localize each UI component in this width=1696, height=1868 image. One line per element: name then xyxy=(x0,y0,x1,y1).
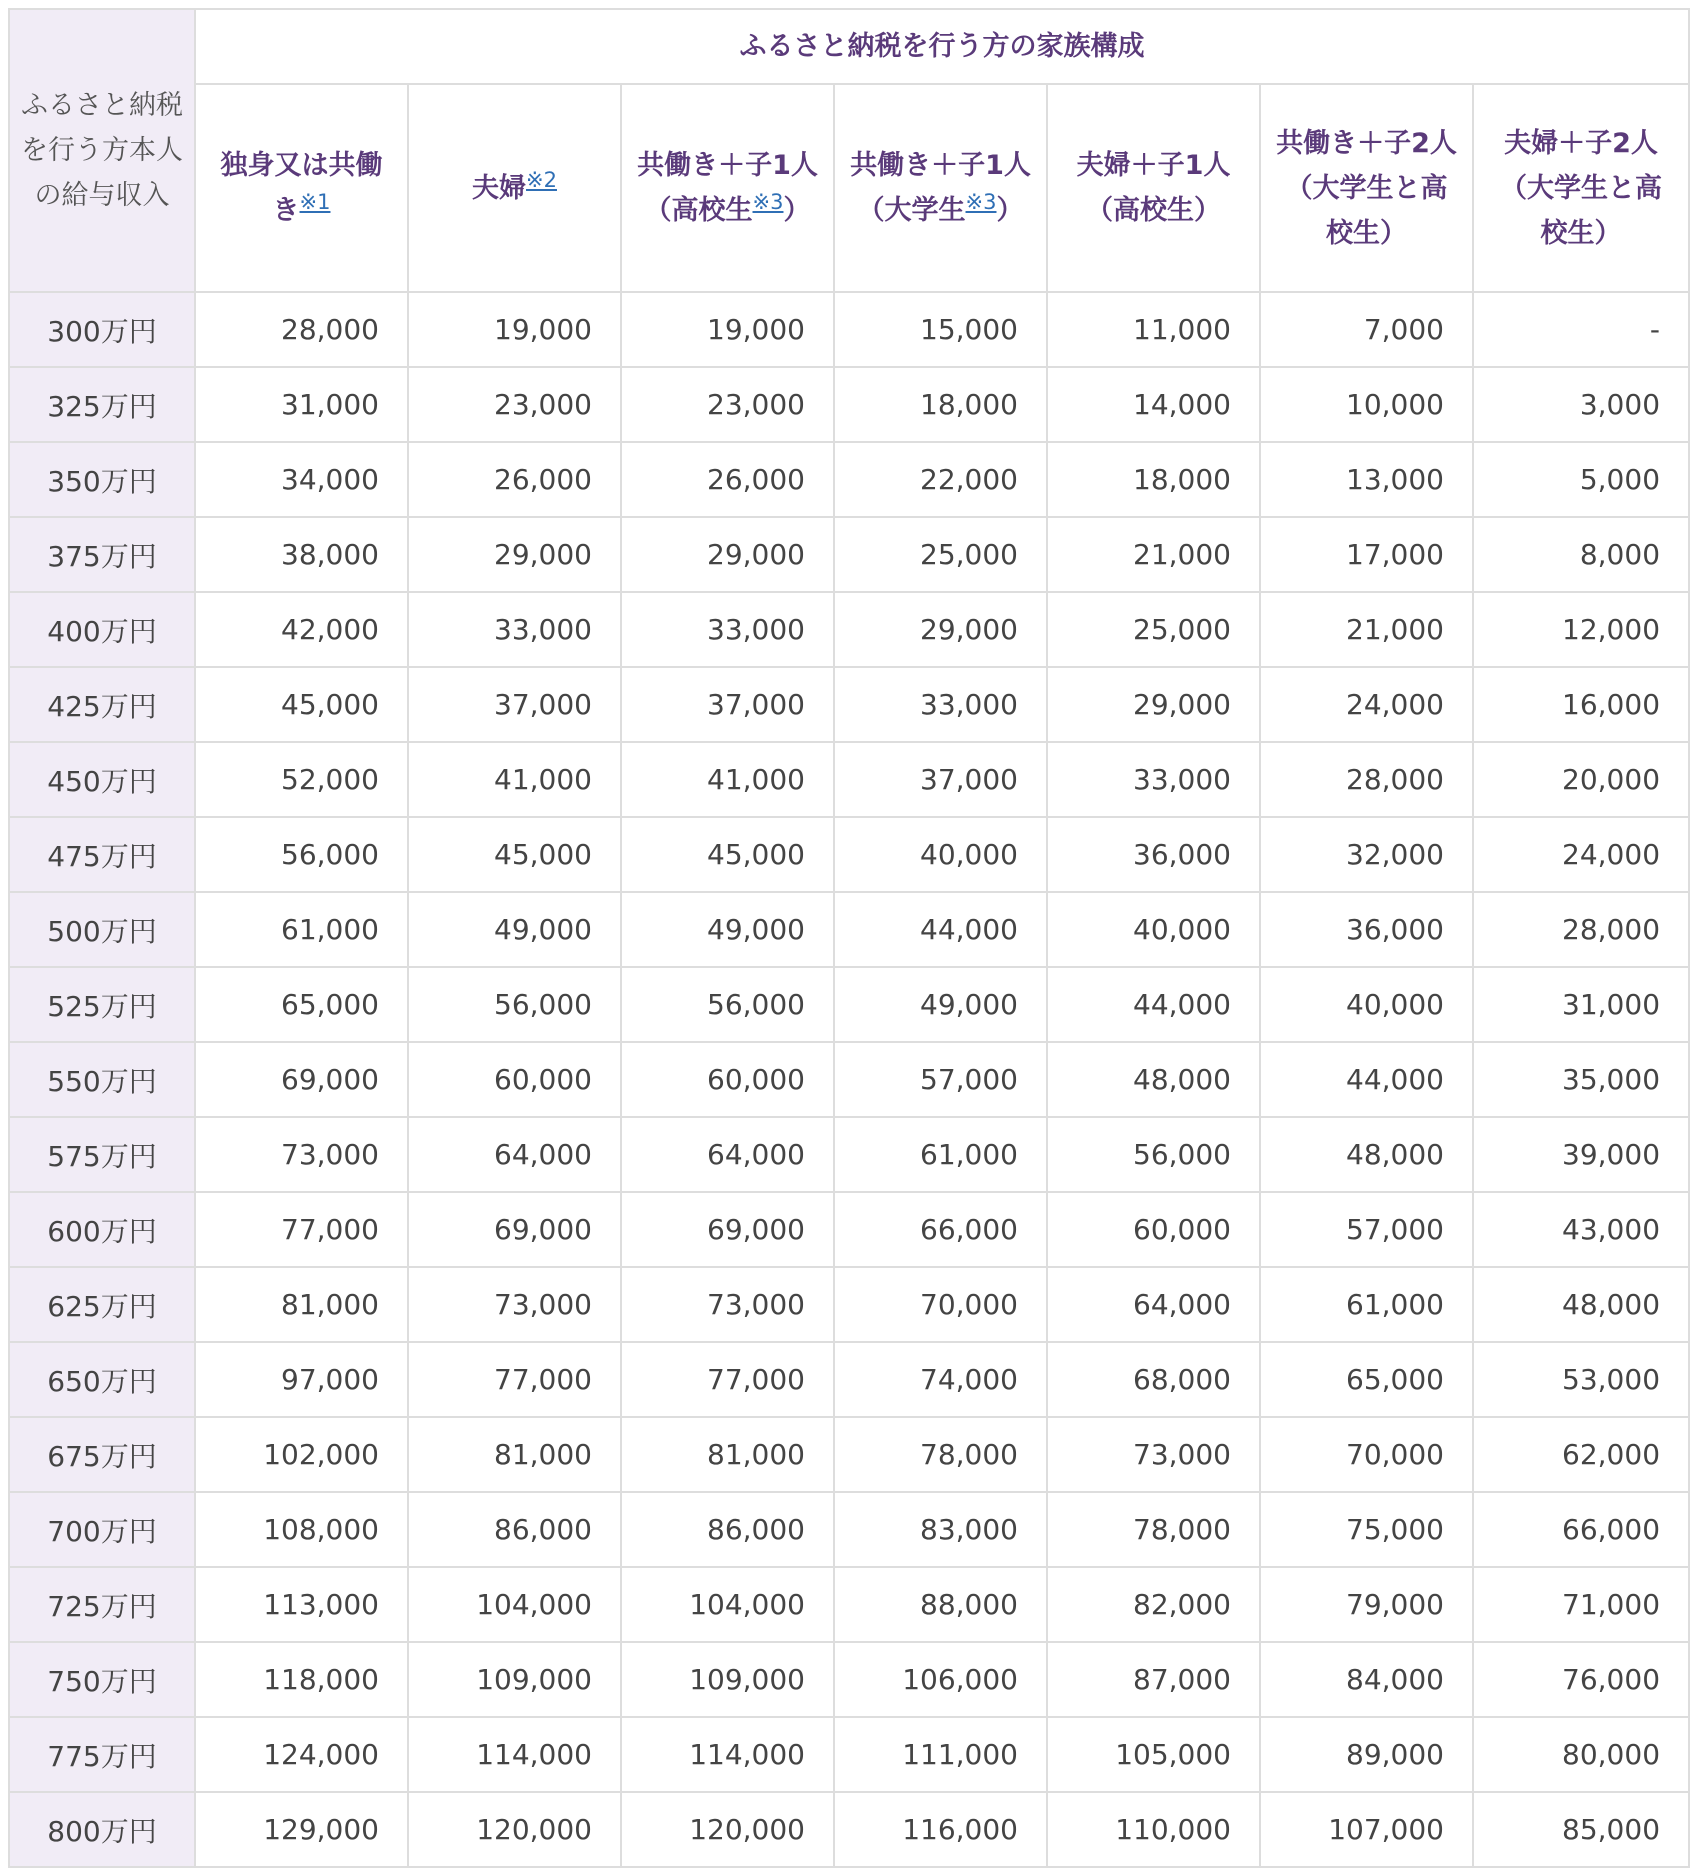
income-cell: 300万円 xyxy=(9,292,195,367)
value-cell: 29,000 xyxy=(621,517,834,592)
value-cell: 31,000 xyxy=(195,367,408,442)
income-cell: 425万円 xyxy=(9,667,195,742)
value-cell: 77,000 xyxy=(195,1192,408,1267)
value-cell: 21,000 xyxy=(1260,592,1473,667)
value-cell: 7,000 xyxy=(1260,292,1473,367)
value-cell: 48,000 xyxy=(1473,1267,1689,1342)
value-cell: 73,000 xyxy=(621,1267,834,1342)
value-cell: 110,000 xyxy=(1047,1792,1260,1867)
column-header xyxy=(1473,84,1689,292)
column-header-label: 夫婦 xyxy=(472,172,527,204)
value-cell: 66,000 xyxy=(1473,1492,1689,1567)
value-cell: 118,000 xyxy=(195,1642,408,1717)
value-cell: 29,000 xyxy=(834,592,1047,667)
value-cell: 48,000 xyxy=(1047,1042,1260,1117)
value-cell: 17,000 xyxy=(1260,517,1473,592)
value-cell: 28,000 xyxy=(195,292,408,367)
income-cell: 750万円 xyxy=(9,1642,195,1717)
column-header-label: 独身又は共働き xyxy=(220,150,383,226)
value-cell: 42,000 xyxy=(195,592,408,667)
value-cell: 56,000 xyxy=(408,967,621,1042)
value-cell: 10,000 xyxy=(1260,367,1473,442)
value-cell: 68,000 xyxy=(1047,1342,1260,1417)
value-cell: 82,000 xyxy=(1047,1567,1260,1642)
table-row xyxy=(9,1117,1689,1192)
value-cell: 66,000 xyxy=(834,1192,1047,1267)
value-cell: 52,000 xyxy=(195,742,408,817)
footnote-link[interactable]: ※2 xyxy=(526,167,557,192)
table-row xyxy=(9,517,1689,592)
footnote-link[interactable]: ※3 xyxy=(965,190,997,214)
income-cell: 775万円 xyxy=(9,1717,195,1792)
value-cell: 64,000 xyxy=(1047,1267,1260,1342)
value-cell: 86,000 xyxy=(621,1492,834,1567)
value-cell: 78,000 xyxy=(834,1417,1047,1492)
income-cell: 800万円 xyxy=(9,1792,195,1867)
value-cell: 36,000 xyxy=(1260,892,1473,967)
value-cell: 28,000 xyxy=(1260,742,1473,817)
value-cell: 74,000 xyxy=(834,1342,1047,1417)
value-cell: 40,000 xyxy=(1047,892,1260,967)
value-cell: 48,000 xyxy=(1260,1117,1473,1192)
column-header-label: 夫婦＋子1人（高校生） xyxy=(1076,150,1231,226)
value-cell: 20,000 xyxy=(1473,742,1689,817)
table-row xyxy=(9,442,1689,517)
value-cell: 70,000 xyxy=(1260,1417,1473,1492)
income-cell: 350万円 xyxy=(9,442,195,517)
value-cell: 21,000 xyxy=(1047,517,1260,592)
value-cell: 34,000 xyxy=(195,442,408,517)
income-cell: 500万円 xyxy=(9,892,195,967)
value-cell: 3,000 xyxy=(1473,367,1689,442)
value-cell: 57,000 xyxy=(834,1042,1047,1117)
table-row xyxy=(9,1717,1689,1792)
table-row xyxy=(9,1792,1689,1867)
value-cell: 70,000 xyxy=(834,1267,1047,1342)
value-cell: 84,000 xyxy=(1260,1642,1473,1717)
table-row xyxy=(9,1492,1689,1567)
value-cell: 19,000 xyxy=(621,292,834,367)
value-cell: 39,000 xyxy=(1473,1117,1689,1192)
value-cell: 73,000 xyxy=(195,1117,408,1192)
value-cell: 24,000 xyxy=(1260,667,1473,742)
value-cell: 109,000 xyxy=(621,1642,834,1717)
value-cell: 104,000 xyxy=(408,1567,621,1642)
furusato-tax-table xyxy=(8,8,1690,1868)
value-cell: 107,000 xyxy=(1260,1792,1473,1867)
value-cell: 18,000 xyxy=(1047,442,1260,517)
value-cell: 56,000 xyxy=(621,967,834,1042)
table-row xyxy=(9,1642,1689,1717)
table-row xyxy=(9,367,1689,442)
column-header xyxy=(1260,84,1473,292)
table-row xyxy=(9,817,1689,892)
value-cell: 28,000 xyxy=(1473,892,1689,967)
income-cell: 550万円 xyxy=(9,1042,195,1117)
value-cell: 11,000 xyxy=(1047,292,1260,367)
value-cell: 120,000 xyxy=(408,1792,621,1867)
value-cell: 13,000 xyxy=(1260,442,1473,517)
value-cell: 105,000 xyxy=(1047,1717,1260,1792)
column-header xyxy=(621,84,834,292)
value-cell: 24,000 xyxy=(1473,817,1689,892)
value-cell: 35,000 xyxy=(1473,1042,1689,1117)
value-cell: 23,000 xyxy=(408,367,621,442)
corner-header: ふるさと納税を行う方本人の給与収入 xyxy=(9,9,195,292)
column-header xyxy=(195,84,408,292)
column-header-label: 共働き＋子1人（大学生 xyxy=(850,150,1031,226)
value-cell: 83,000 xyxy=(834,1492,1047,1567)
income-cell: 325万円 xyxy=(9,367,195,442)
income-cell: 600万円 xyxy=(9,1192,195,1267)
value-cell: 61,000 xyxy=(834,1117,1047,1192)
income-cell: 700万円 xyxy=(9,1492,195,1567)
value-cell: 45,000 xyxy=(195,667,408,742)
value-cell: 106,000 xyxy=(834,1642,1047,1717)
value-cell: 22,000 xyxy=(834,442,1047,517)
value-cell: 113,000 xyxy=(195,1567,408,1642)
value-cell: 104,000 xyxy=(621,1567,834,1642)
value-cell: 76,000 xyxy=(1473,1642,1689,1717)
income-cell: 725万円 xyxy=(9,1567,195,1642)
value-cell: 33,000 xyxy=(621,592,834,667)
column-header-label: 共働き＋子2人（大学生と高校生） xyxy=(1276,127,1457,249)
value-cell: 49,000 xyxy=(834,967,1047,1042)
value-cell: 43,000 xyxy=(1473,1192,1689,1267)
value-cell: 26,000 xyxy=(408,442,621,517)
value-cell: 57,000 xyxy=(1260,1192,1473,1267)
value-cell: 81,000 xyxy=(621,1417,834,1492)
column-header-label: 共働き＋子1人（高校生 xyxy=(637,150,818,226)
value-cell: 69,000 xyxy=(408,1192,621,1267)
value-cell: 69,000 xyxy=(195,1042,408,1117)
value-cell: 16,000 xyxy=(1473,667,1689,742)
value-cell: 88,000 xyxy=(834,1567,1047,1642)
value-cell: 29,000 xyxy=(1047,667,1260,742)
value-cell: 44,000 xyxy=(1047,967,1260,1042)
table-row xyxy=(9,1192,1689,1267)
income-cell: 375万円 xyxy=(9,517,195,592)
value-cell: 49,000 xyxy=(408,892,621,967)
column-header-label: 夫婦＋子2人（大学生と高校生） xyxy=(1500,127,1662,249)
value-cell: 18,000 xyxy=(834,367,1047,442)
value-cell: 8,000 xyxy=(1473,517,1689,592)
value-cell: 71,000 xyxy=(1473,1567,1689,1642)
value-cell: 44,000 xyxy=(1260,1042,1473,1117)
value-cell: 114,000 xyxy=(408,1717,621,1792)
income-cell: 400万円 xyxy=(9,592,195,667)
value-cell: 73,000 xyxy=(408,1267,621,1342)
value-cell: 44,000 xyxy=(834,892,1047,967)
value-cell: 40,000 xyxy=(834,817,1047,892)
value-cell: 114,000 xyxy=(621,1717,834,1792)
value-cell: 33,000 xyxy=(1047,742,1260,817)
value-cell: 89,000 xyxy=(1260,1717,1473,1792)
value-cell: 26,000 xyxy=(621,442,834,517)
value-cell: 73,000 xyxy=(1047,1417,1260,1492)
value-cell: 33,000 xyxy=(408,592,621,667)
value-cell: 81,000 xyxy=(408,1417,621,1492)
value-cell: 25,000 xyxy=(1047,592,1260,667)
value-cell: 41,000 xyxy=(408,742,621,817)
value-cell: 36,000 xyxy=(1047,817,1260,892)
value-cell: 56,000 xyxy=(1047,1117,1260,1192)
value-cell: 45,000 xyxy=(621,817,834,892)
value-cell: 64,000 xyxy=(621,1117,834,1192)
value-cell: 79,000 xyxy=(1260,1567,1473,1642)
value-cell: 61,000 xyxy=(195,892,408,967)
value-cell: 97,000 xyxy=(195,1342,408,1417)
value-cell: 81,000 xyxy=(195,1267,408,1342)
table-row xyxy=(9,1267,1689,1342)
value-cell: 77,000 xyxy=(621,1342,834,1417)
income-cell: 450万円 xyxy=(9,742,195,817)
column-header xyxy=(1047,84,1260,292)
value-cell: 77,000 xyxy=(408,1342,621,1417)
value-cell: 87,000 xyxy=(1047,1642,1260,1717)
value-cell: 31,000 xyxy=(1473,967,1689,1042)
value-cell: 23,000 xyxy=(621,367,834,442)
value-cell: 37,000 xyxy=(621,667,834,742)
value-cell: 62,000 xyxy=(1473,1417,1689,1492)
value-cell: 14,000 xyxy=(1047,367,1260,442)
income-cell: 575万円 xyxy=(9,1117,195,1192)
value-cell: 85,000 xyxy=(1473,1792,1689,1867)
value-cell: 78,000 xyxy=(1047,1492,1260,1567)
value-cell: 32,000 xyxy=(1260,817,1473,892)
value-cell: 33,000 xyxy=(834,667,1047,742)
value-cell: 37,000 xyxy=(408,667,621,742)
value-cell: 129,000 xyxy=(195,1792,408,1867)
table-container xyxy=(8,8,1690,1868)
column-header xyxy=(834,84,1047,292)
table-row xyxy=(9,742,1689,817)
value-cell: 29,000 xyxy=(408,517,621,592)
value-cell: 124,000 xyxy=(195,1717,408,1792)
value-cell: 109,000 xyxy=(408,1642,621,1717)
value-cell: 15,000 xyxy=(834,292,1047,367)
value-cell: 37,000 xyxy=(834,742,1047,817)
table-row xyxy=(9,292,1689,367)
value-cell: 61,000 xyxy=(1260,1267,1473,1342)
column-header-suffix: ） xyxy=(783,195,811,226)
value-cell: 102,000 xyxy=(195,1417,408,1492)
value-cell: 116,000 xyxy=(834,1792,1047,1867)
value-cell: 64,000 xyxy=(408,1117,621,1192)
value-cell: 60,000 xyxy=(621,1042,834,1117)
table-row xyxy=(9,892,1689,967)
value-cell: 120,000 xyxy=(621,1792,834,1867)
value-cell: 38,000 xyxy=(195,517,408,592)
value-cell: 53,000 xyxy=(1473,1342,1689,1417)
table-row xyxy=(9,1342,1689,1417)
value-cell: 86,000 xyxy=(408,1492,621,1567)
table-row xyxy=(9,592,1689,667)
value-cell: 5,000 xyxy=(1473,442,1689,517)
footnote-link[interactable]: ※3 xyxy=(752,190,784,214)
value-cell: 60,000 xyxy=(408,1042,621,1117)
income-cell: 650万円 xyxy=(9,1342,195,1417)
income-cell: 525万円 xyxy=(9,967,195,1042)
income-cell: 475万円 xyxy=(9,817,195,892)
table-row xyxy=(9,1417,1689,1492)
column-header xyxy=(408,84,621,292)
value-cell: - xyxy=(1473,292,1689,367)
value-cell: 45,000 xyxy=(408,817,621,892)
value-cell: 111,000 xyxy=(834,1717,1047,1792)
table-row xyxy=(9,967,1689,1042)
value-cell: 69,000 xyxy=(621,1192,834,1267)
value-cell: 56,000 xyxy=(195,817,408,892)
value-cell: 65,000 xyxy=(195,967,408,1042)
value-cell: 49,000 xyxy=(621,892,834,967)
value-cell: 40,000 xyxy=(1260,967,1473,1042)
table-row xyxy=(9,1567,1689,1642)
value-cell: 12,000 xyxy=(1473,592,1689,667)
footnote-link[interactable]: ※1 xyxy=(299,190,331,214)
group-header: ふるさと納税を行う方の家族構成 xyxy=(195,9,1689,84)
value-cell: 65,000 xyxy=(1260,1342,1473,1417)
value-cell: 75,000 xyxy=(1260,1492,1473,1567)
value-cell: 19,000 xyxy=(408,292,621,367)
value-cell: 80,000 xyxy=(1473,1717,1689,1792)
income-cell: 675万円 xyxy=(9,1417,195,1492)
table-row xyxy=(9,667,1689,742)
table-row xyxy=(9,1042,1689,1117)
income-cell: 625万円 xyxy=(9,1267,195,1342)
value-cell: 60,000 xyxy=(1047,1192,1260,1267)
value-cell: 108,000 xyxy=(195,1492,408,1567)
value-cell: 41,000 xyxy=(621,742,834,817)
column-header-suffix: ） xyxy=(996,195,1024,226)
value-cell: 25,000 xyxy=(834,517,1047,592)
